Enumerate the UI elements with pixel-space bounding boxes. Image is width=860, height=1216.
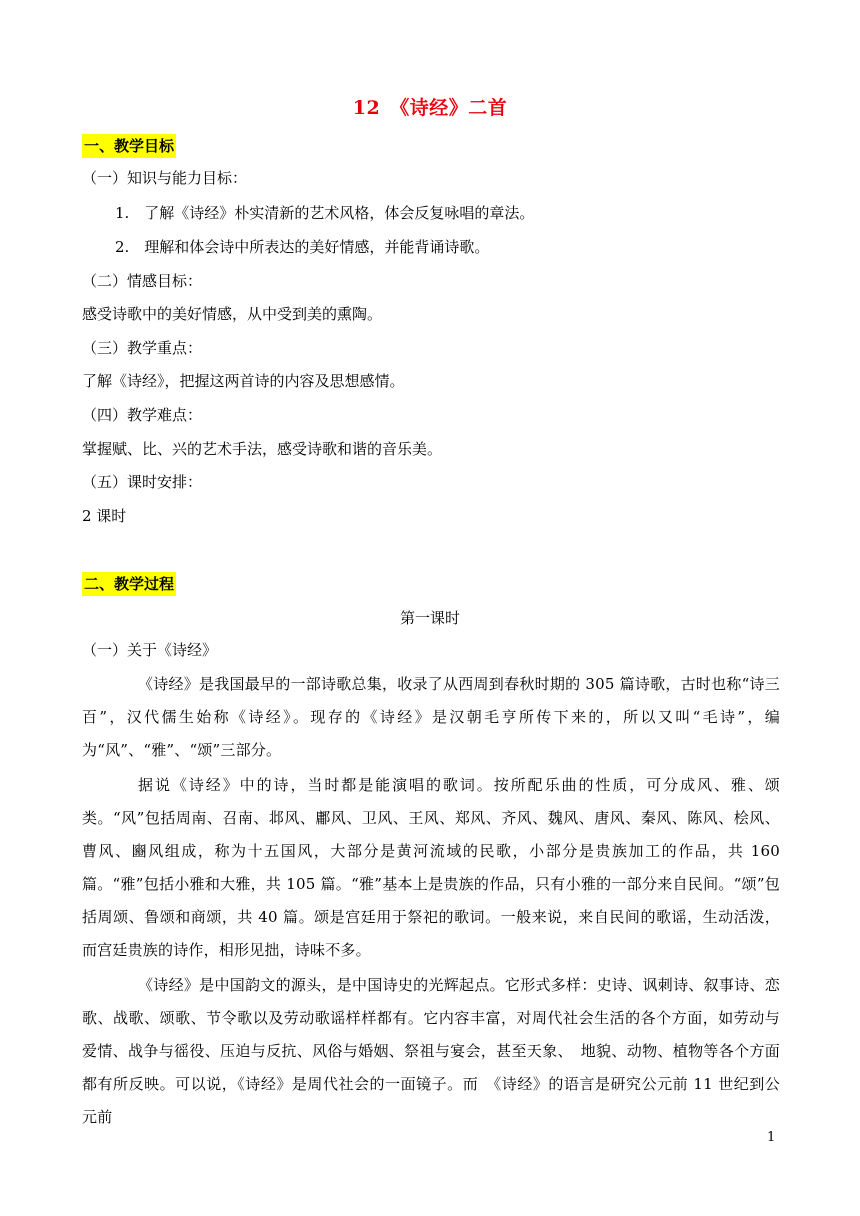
- schedule-text: 2 课时: [82, 507, 127, 525]
- knowledge-item-1: 1. 了解《诗经》朴实清新的艺术风格，体会反复咏唱的章法。: [115, 204, 535, 222]
- focus-heading: （三）教学重点：: [82, 339, 203, 357]
- section-heading-objectives: 一、教学目标: [82, 134, 176, 158]
- paragraph-1: 《诗经》是我国最早的一部诗歌总集，收录了从西周到春秋时期的 305 篇诗歌，古时也称“诗三百”，汉代儒生始称《诗经》。现存的《诗经》是汉朝毛亨所传下来的，所以又叫“毛诗”，编为“风”、“雅”、“颂”三部分。: [82, 675, 780, 759]
- focus-text: 了解《诗经》，把握这两首诗的内容及思想感情。: [82, 372, 405, 390]
- difficulty-heading: （四）教学难点：: [82, 406, 203, 424]
- schedule-heading: （五）课时安排：: [82, 473, 203, 491]
- paragraph-2: 据说《诗经》中的诗，当时都是能演唱的歌词。按所配乐曲的性质，可分成风、雅、颂类。“风”包括周南、召南、邶风、鄘风、卫风、王风、郑风、齐风、魏风、唐风、秦风、陈风、桧风、曹风、豳风组成，称为十五国风，大部分是黄河流域的民歌，小部分是贵族加工的作品，共 160 篇。“雅”包括小雅和大雅，共 105 篇。“雅”基本上是贵族的作品，只有小雅的一部分来自民间。“颂”包括周颂、鲁颂和商颂，共 40 篇。颂是宫廷用于祭祀的歌词。一般来说，来自民间的歌谣，生动活泼，而宫廷贵族的诗作，相形见拙，诗味不多。: [82, 776, 780, 959]
- section-heading-process: 二、教学过程: [82, 572, 176, 596]
- about-heading: （一）关于《诗经》: [82, 641, 218, 659]
- emotion-text: 感受诗歌中的美好情感，从中受到美的熏陶。: [82, 305, 383, 323]
- paragraph-3: 《诗经》是中国韵文的源头，是中国诗史的光辉起点。它形式多样：史诗、讽刺诗、叙事诗、恋歌、战歌、颂歌、节令歌以及劳动歌谣样样都有。它内容丰富，对周代社会生活的各个方面，如劳动与爱情、战争与徭役、压迫与反抗、风俗与婚姻、祭祖与宴会，甚至天象、 地貌、动物、植物等各个方面都有所反映。可以说，《诗经》是周代社会的一面镜子。而 《诗经》的语言是研究公元前 11 世纪到公元前: [82, 976, 780, 1126]
- page-number: 1: [767, 1130, 776, 1145]
- knowledge-item-2: 2. 理解和体会诗中所表达的美好情感，并能背诵诗歌。: [115, 238, 490, 256]
- emotion-heading: （二）情感目标：: [82, 272, 203, 290]
- lesson-title: 第一课时: [399, 609, 460, 627]
- difficulty-text: 掌握赋、比、兴的艺术手法，感受诗歌和谐的音乐美。: [82, 440, 443, 458]
- page-title: 12 《诗经》二首: [352, 97, 508, 119]
- knowledge-heading: （一）知识与能力目标：: [82, 169, 248, 187]
